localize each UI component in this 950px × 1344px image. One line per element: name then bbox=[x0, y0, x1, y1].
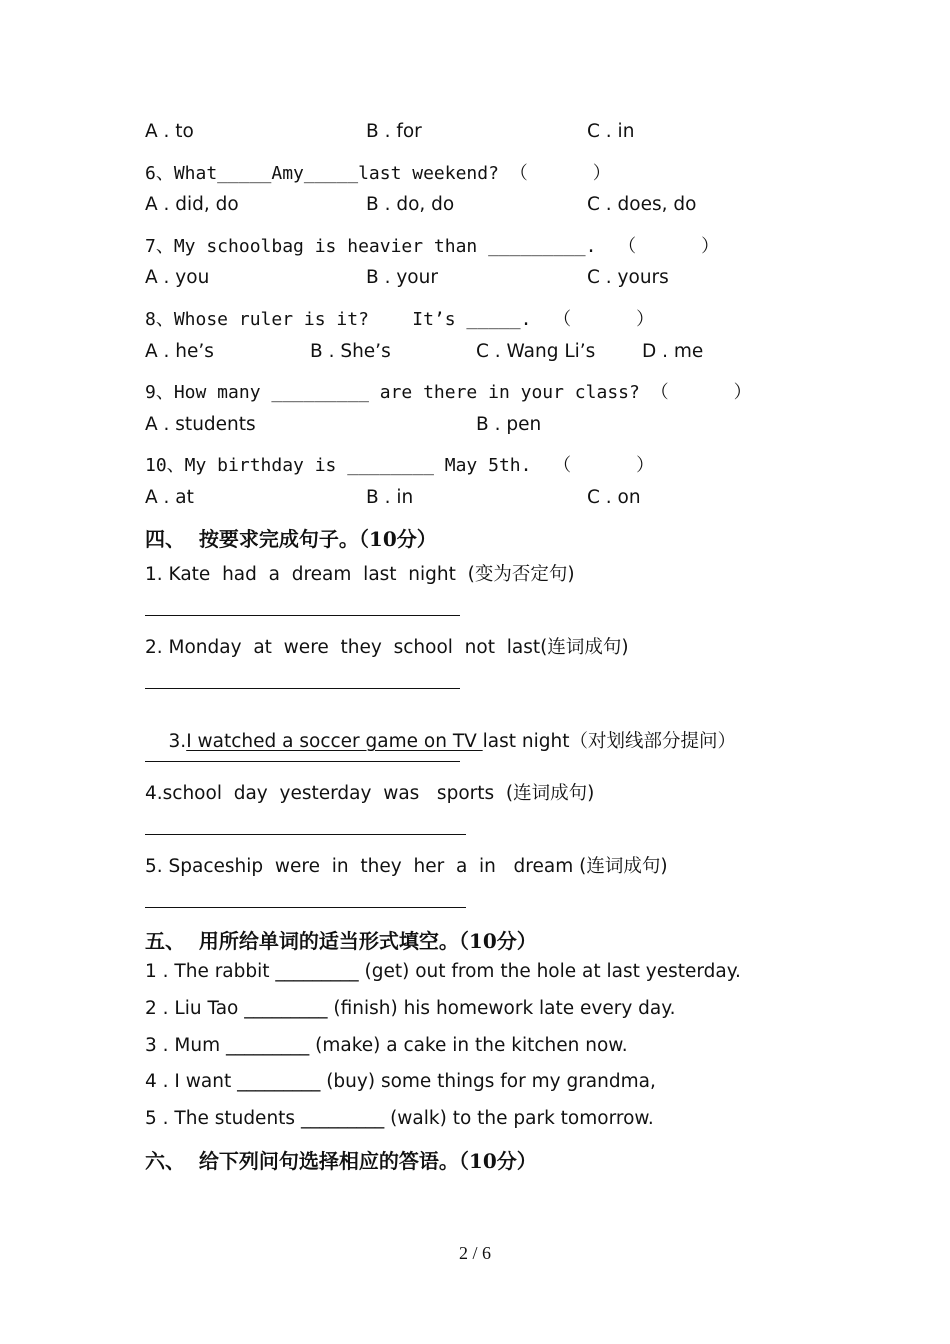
section4-item-3-underlined: I watched a soccer game on TV bbox=[186, 731, 483, 752]
answer-line-4 bbox=[145, 834, 466, 835]
q8-option-c: C . Wang Li’s bbox=[476, 341, 596, 362]
q6-option-c: C . does, do bbox=[587, 194, 697, 215]
q7-option-c: C . yours bbox=[587, 267, 669, 288]
q6-question: 6、What_____Amy_____last weekend? （ ） bbox=[145, 163, 611, 184]
q10-option-a: A . at bbox=[145, 487, 194, 508]
section4-item-4: 4.school day yesterday was sports (连词成句) bbox=[145, 783, 595, 804]
q8-option-a: A . he’s bbox=[145, 341, 214, 362]
q8-option-b: B . She’s bbox=[310, 341, 391, 362]
section5-item-5: 5 . The students _________ (walk) to the park tomorrow. bbox=[145, 1108, 654, 1129]
section4-title: 四、 按要求完成句子。（10分） bbox=[145, 527, 437, 551]
section4-item-1: 1. Kate had a dream last night (变为否定句) bbox=[145, 564, 575, 585]
section4-item-3-suffix: last night（对划线部分提问） bbox=[482, 731, 737, 752]
q5-option-a: A . to bbox=[145, 121, 194, 142]
section5-item-4: 4 . I want _________ (buy) some things for my grandma, bbox=[145, 1071, 656, 1092]
section5-title: 五、 用所给单词的适当形式填空。（10分） bbox=[145, 929, 537, 953]
section4-item-3-prefix: 3. bbox=[168, 731, 187, 752]
section5-item-2: 2 . Liu Tao _________ (finish) his homework late every day. bbox=[145, 998, 676, 1019]
section6-title: 六、 给下列问句选择相应的答语。（10分） bbox=[145, 1149, 537, 1173]
answer-line-5 bbox=[145, 907, 466, 908]
section5-item-3: 3 . Mum _________ (make) a cake in the kitchen now. bbox=[145, 1035, 628, 1056]
section4-item-3 bbox=[145, 706, 736, 774]
q7-question: 7、My schoolbag is heavier than _________. （ ） bbox=[145, 236, 720, 257]
page-number: 2 / 6 bbox=[458, 1243, 491, 1263]
answer-line-2 bbox=[145, 688, 460, 689]
section5-item-1: 1 . The rabbit _________ (get) out from the hole at last yesterday. bbox=[145, 961, 741, 982]
section4-item-5: 5. Spaceship were in they her a in dream (连词成句) bbox=[145, 856, 668, 877]
answer-line-1 bbox=[145, 615, 460, 616]
q9-option-b: B . pen bbox=[476, 414, 542, 435]
q7-option-b: B . your bbox=[366, 267, 438, 288]
answer-line-3 bbox=[145, 761, 460, 762]
q6-option-a: A . did, do bbox=[145, 194, 239, 215]
section4-item-2: 2. Monday at were they school not last(连词成句) bbox=[145, 637, 629, 658]
q10-option-c: C . on bbox=[587, 487, 641, 508]
q9-option-a: A . students bbox=[145, 414, 256, 435]
q7-option-a: A . you bbox=[145, 267, 210, 288]
q8-question: 8、Whose ruler is it? It’s _____. （ ） bbox=[145, 309, 655, 330]
q9-question: 9、How many _________ are there in your class? （ ） bbox=[145, 382, 752, 403]
q5-option-b: B . for bbox=[366, 121, 422, 142]
q10-option-b: B . in bbox=[366, 487, 414, 508]
q10-question: 10、My birthday is ________ May 5th. （ ） bbox=[145, 455, 655, 476]
q5-option-c: C . in bbox=[587, 121, 635, 142]
q8-option-d: D . me bbox=[642, 341, 704, 362]
q6-option-b: B . do, do bbox=[366, 194, 455, 215]
